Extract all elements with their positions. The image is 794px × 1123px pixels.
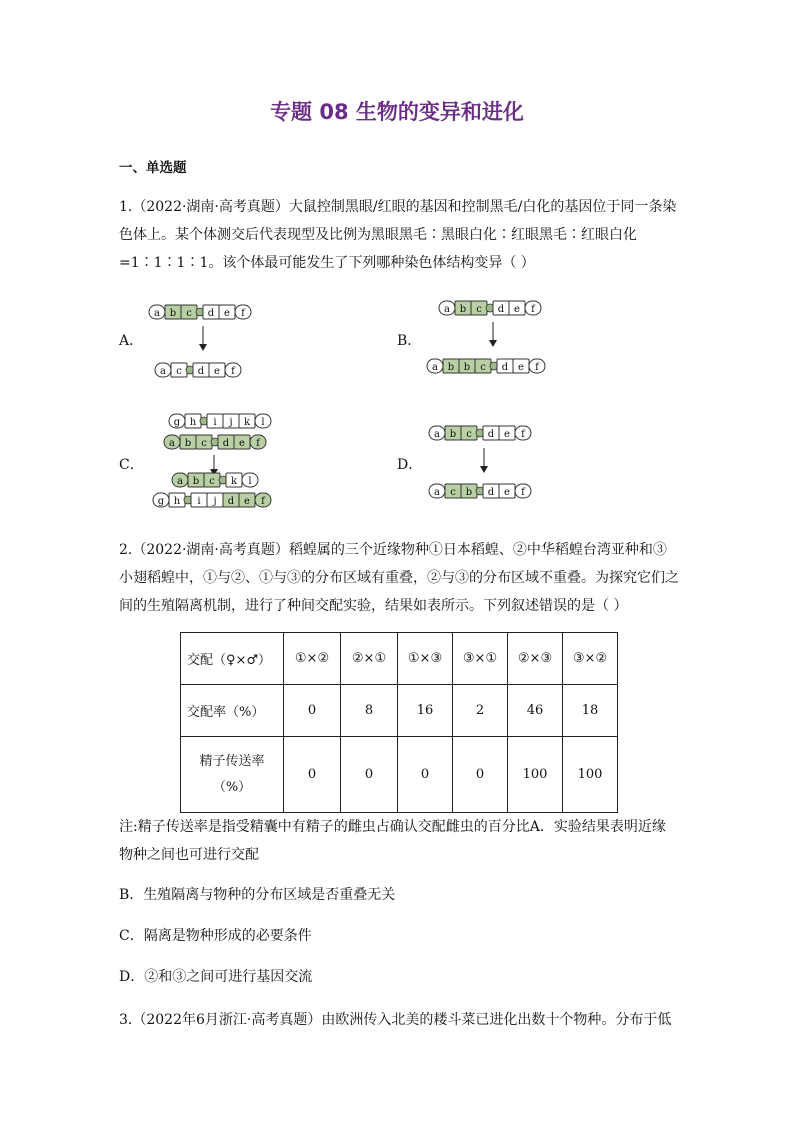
table-header-cell: 交配（♀×♂） bbox=[181, 633, 284, 685]
chromosome-a-before bbox=[147, 301, 267, 323]
gene-label: a bbox=[177, 476, 183, 487]
gene-label: e bbox=[504, 487, 510, 498]
question-3-text: 3.（2022年6月浙江·高考真题）由欧洲传入北美的耧斗菜已进化出数十个物种。分布于低 bbox=[119, 1012, 672, 1028]
table-cell: 100 bbox=[508, 737, 563, 813]
option-b-label: B． bbox=[397, 333, 422, 349]
table-cell: 0 bbox=[284, 737, 341, 813]
gene-label: f bbox=[531, 304, 535, 315]
page-title: 专题 08 生物的变异和进化 bbox=[270, 100, 524, 124]
table-cell: 8 bbox=[341, 685, 398, 737]
gene-label: h bbox=[189, 417, 197, 428]
table-note: 注:精子传送率是指受精囊中有精子的雌虫占确认交配雌虫的百分比A．实验结果表明近缘物种之间也可进行交配 bbox=[119, 819, 666, 863]
gene-label: e bbox=[224, 308, 230, 319]
table-cell: 0 bbox=[341, 737, 398, 813]
gene-label: k bbox=[230, 476, 238, 487]
gene-label: a bbox=[154, 308, 160, 319]
table-cell: 精子传送率（%） bbox=[181, 737, 284, 813]
table-cell: 18 bbox=[563, 685, 618, 737]
chromosome-c-after-1 bbox=[170, 469, 270, 491]
chromosome-c-before-1 bbox=[167, 410, 279, 432]
gene-label: d bbox=[222, 438, 230, 449]
table-cell: 100 bbox=[563, 737, 618, 813]
gene-label: e bbox=[518, 362, 524, 373]
table-row bbox=[181, 737, 618, 813]
gene-label: f bbox=[241, 308, 245, 319]
gene-label: i bbox=[213, 417, 217, 428]
gene-label: l bbox=[261, 417, 265, 428]
section-heading: 一、单选题 bbox=[119, 160, 187, 176]
table-header-cell: ③×② bbox=[563, 633, 618, 685]
gene-label: f bbox=[261, 496, 265, 507]
table-header-cell: ②×① bbox=[341, 633, 398, 685]
question-2-text: 2.（2022·湖南·高考真题）稻蝗属的三个近缘物种①日本稻蝗、②中华稻蝗台湾亚种和③小翅稻蝗中，①与②、①与③的分布区域有重叠，②与③的分布区域不重叠。为探究它们之间的生殖隔离机制，进行了种间交配实验，结果如表所示。下列叙述错误的是（ ） bbox=[119, 542, 679, 614]
gene-label: i bbox=[197, 496, 201, 507]
gene-label: h bbox=[173, 496, 181, 507]
option-d-label: D． bbox=[397, 457, 423, 473]
chromosome-d-after bbox=[427, 480, 547, 502]
chromosome-b-after bbox=[425, 355, 563, 377]
chromosome-b-before bbox=[437, 297, 557, 319]
gene-label: e bbox=[244, 496, 250, 507]
gene-label: d bbox=[497, 304, 505, 315]
mating-table bbox=[180, 632, 618, 813]
gene-label: c bbox=[476, 304, 482, 315]
gene-label: b bbox=[465, 487, 473, 498]
table-cell: 16 bbox=[398, 685, 453, 737]
gene-label: f bbox=[256, 438, 260, 449]
table-cell: 2 bbox=[453, 685, 508, 737]
gene-label: g bbox=[173, 417, 181, 428]
chromosome-c-before-2 bbox=[162, 431, 280, 453]
gene-label: e bbox=[504, 429, 510, 440]
gene-label: b bbox=[447, 362, 455, 373]
gene-label: l bbox=[248, 476, 252, 487]
arrow-icon bbox=[487, 322, 499, 348]
option-c-label: C． bbox=[119, 457, 144, 473]
gene-label: j bbox=[213, 496, 217, 507]
gene-label: b bbox=[192, 476, 200, 487]
gene-label: a bbox=[432, 362, 438, 373]
table-row bbox=[181, 685, 618, 737]
gene-label: d bbox=[227, 496, 235, 507]
gene-label: e bbox=[514, 304, 520, 315]
option-d-text: D．②和③之间可进行基因交流 bbox=[119, 969, 313, 985]
gene-label: b bbox=[459, 304, 467, 315]
gene-label: b bbox=[463, 362, 471, 373]
table-header-cell: ②×③ bbox=[508, 633, 563, 685]
gene-label: d bbox=[487, 429, 495, 440]
gene-label: e bbox=[214, 366, 220, 377]
chromosome-c-after-2 bbox=[151, 489, 287, 511]
arrow-icon bbox=[478, 448, 490, 474]
gene-label: d bbox=[207, 308, 215, 319]
gene-label: c bbox=[480, 362, 486, 373]
gene-label: c bbox=[209, 476, 215, 487]
gene-label: j bbox=[229, 417, 233, 428]
gene-label: c bbox=[176, 366, 182, 377]
gene-label: b bbox=[449, 429, 457, 440]
gene-label: e bbox=[239, 438, 245, 449]
gene-label: a bbox=[444, 304, 450, 315]
table-cell: 0 bbox=[284, 685, 341, 737]
table-header-cell: ①×③ bbox=[398, 633, 453, 685]
gene-label: c bbox=[450, 487, 456, 498]
gene-label: a bbox=[169, 438, 175, 449]
table-cell: 0 bbox=[453, 737, 508, 813]
gene-label: c bbox=[186, 308, 192, 319]
option-b-text: B．生殖隔离与物种的分布区域是否重叠无关 bbox=[119, 887, 396, 903]
gene-label: d bbox=[197, 366, 205, 377]
table-header-cell: ③×① bbox=[453, 633, 508, 685]
option-c-text: C．隔离是物种形成的必要条件 bbox=[119, 928, 312, 944]
gene-label: d bbox=[501, 362, 509, 373]
question-1-text: 1.（2022·湖南·高考真题）大鼠控制黑眼/红眼的基因和控制黑毛/白化的基因位于同一条染色体上。某个体测交后代表现型及比例为黑眼黑毛∶黑眼白化∶红眼黑毛∶红眼白化=1∶1∶1∶1。该个体最可能发生了下列哪种染色体结构变异（ ） bbox=[119, 199, 677, 271]
option-a-label: A． bbox=[119, 333, 144, 349]
arrow-icon bbox=[197, 326, 209, 352]
gene-label: f bbox=[521, 487, 525, 498]
gene-label: f bbox=[231, 366, 235, 377]
gene-label: c bbox=[466, 429, 472, 440]
table-header-row bbox=[181, 633, 618, 685]
table-cell: 交配率（%） bbox=[181, 685, 284, 737]
chromosome-d-before bbox=[427, 422, 547, 444]
gene-label: c bbox=[201, 438, 207, 449]
table-cell: 0 bbox=[398, 737, 453, 813]
gene-label: f bbox=[521, 429, 525, 440]
gene-label: g bbox=[157, 496, 165, 507]
gene-label: b bbox=[169, 308, 177, 319]
table-cell: 46 bbox=[508, 685, 563, 737]
chromosome-a-after bbox=[153, 359, 263, 381]
gene-label: a bbox=[160, 366, 166, 377]
table-header-cell: ①×② bbox=[284, 633, 341, 685]
gene-label: a bbox=[434, 487, 440, 498]
gene-label: k bbox=[243, 417, 251, 428]
gene-label: a bbox=[434, 429, 440, 440]
gene-label: f bbox=[535, 362, 539, 373]
gene-label: b bbox=[184, 438, 192, 449]
gene-label: d bbox=[487, 487, 495, 498]
